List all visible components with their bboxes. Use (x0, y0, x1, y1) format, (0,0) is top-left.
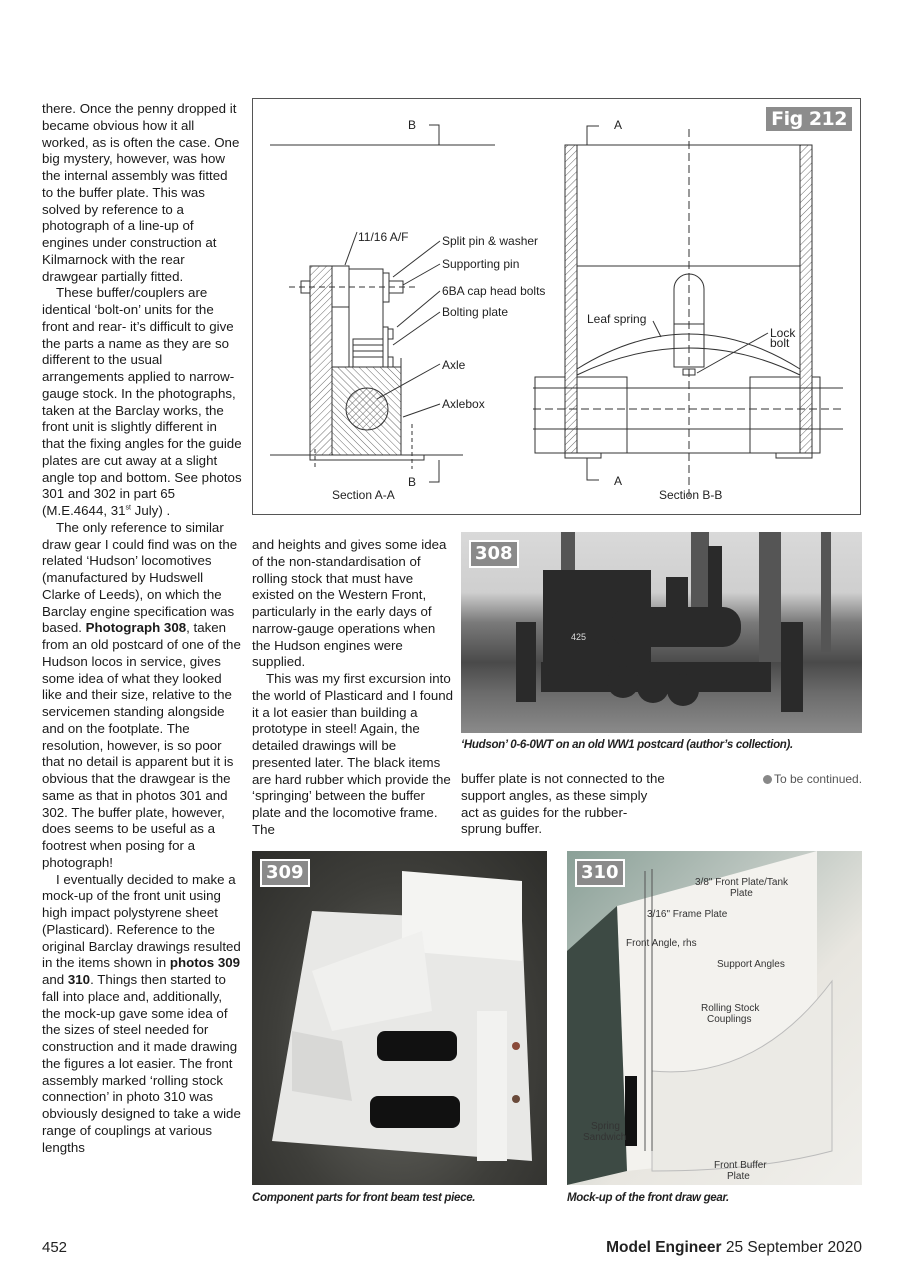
callout-leaf-spring: Leaf spring (587, 312, 647, 326)
photo-308-locomotive (461, 532, 862, 733)
callout-supporting-pin: Supporting pin (442, 257, 520, 271)
label-rolling-stock: Couplings (707, 1014, 752, 1025)
photo-number-badge: 309 (260, 859, 310, 887)
loco-number: 425 (571, 632, 587, 642)
magazine-title: Model Engineer (606, 1239, 722, 1256)
model-parts-illustration (252, 851, 547, 1185)
label-front-angle: Front Angle, rhs (626, 938, 697, 949)
figure-label: Fig 212 (766, 107, 852, 131)
technical-drawing-fig-212 (252, 98, 861, 515)
callout-split-pin: Split pin & washer (442, 234, 539, 248)
callout-axlebox: Axlebox (442, 397, 485, 411)
paragraph: These buffer/couplers are identical ‘bolt-on’ units for the front and rear- it’s difficult to give the parts a name as they are so different to the usual arrangements applied to narrow-gauge stock. In the photographs, taken at the Barclay works, the front unit is slightly different in that the fixing angles for the guide plates are cut away at a slight angle top and bottom. See photos 301 and 302 in part 65 (M.E.4644, 31st July) . (42, 285, 242, 518)
callout-axle: Axle (442, 358, 466, 372)
label-front-buffer: Front Buffer (714, 1160, 767, 1171)
bullet-icon (763, 775, 772, 784)
to-be-continued: To be continued. (763, 772, 862, 786)
photo-number-badge: 308 (469, 540, 519, 568)
label-frame-plate: 3/16" Frame Plate (647, 909, 728, 920)
issue-date: 25 September 2020 (721, 1239, 862, 1256)
paragraph: and heights and gives some idea of the non-standardisation of rolling stock that must have existed on the Western Front, particularly in the early days of narrow-gauge operations when the Hudson engines were supplied. (252, 537, 447, 670)
label-front-plate: 3/8" Front Plate/Tank (695, 877, 789, 888)
section-marker-b: B (408, 475, 417, 489)
photo-310-caption: Mock-up of the front draw gear. (567, 1192, 729, 1204)
paragraph: This was my first excursion into the world of Plasticard and I found it a lot easier than building a prototype in steel! Again, the detailed drawings will be presented later. The black items are hard rubber which provide the ‘springing’ between the buffer plate and the locomotive frame. The (252, 671, 454, 837)
article-column-3 (461, 771, 666, 838)
label-spring-sandwich: Spring (591, 1121, 620, 1132)
section-aa-label: Section A-A (332, 488, 395, 502)
section-bb-label: Section B-B (659, 488, 723, 502)
label-support-angles: Support Angles (717, 959, 785, 970)
paragraph: there. Once the penny dropped it became obvious how it all worked, as is often the case. One big mystery, however, was how the internal assembly was fitted to the buffer plate. This was solved by reference to a photograph of a line-up of engines under construction at Kilmarnock with the rear drawgear partially fitted. (42, 101, 240, 284)
label-rolling-stock: Rolling Stock (701, 1003, 760, 1014)
callout-lock-bolt: Lock (770, 326, 796, 340)
section-marker-a: A (614, 118, 623, 132)
photo-310-mockup (567, 851, 862, 1185)
article-column-1 (42, 101, 242, 1156)
label-front-buffer: Plate (727, 1171, 750, 1182)
label-front-plate: Plate (730, 888, 753, 899)
callout-lock-bolt: bolt (770, 336, 790, 350)
paragraph: buffer plate is not connected to the support angles, as these simply act as guides for the rubber-sprung buffer. (461, 771, 665, 837)
photo-309-caption: Component parts for front beam test piece. (252, 1192, 476, 1204)
callout-af: 11/16 A/F (358, 230, 409, 244)
section-marker-b: B (408, 118, 417, 132)
photo-309-component-parts (252, 851, 547, 1185)
photo-number-badge: 310 (575, 859, 625, 887)
locomotive-silhouette (461, 532, 862, 733)
paragraph: I eventually decided to make a mock-up of the front unit using high impact polystyrene sheet (Plasticard). Reference to the original Barclay drawings resulted in the items shown in photos 309 and 310. Things then started to fall into place and, additionally, the mock-up gave some idea of the sizes of steel needed for construction and it made drawing the figures a lot easier. The front assembly marked ‘rolling stock connection’ in photo 310 was obviously designed to take a wide range of couplings at various lengths (42, 871, 241, 1155)
article-column-2 (252, 537, 457, 839)
callout-bolting-plate: Bolting plate (442, 305, 509, 319)
drawing-canvas (253, 99, 862, 516)
label-spring-sandwich: Sandwich (583, 1132, 627, 1143)
callout-cap-bolts: 6BA cap head bolts (442, 284, 546, 298)
paragraph: The only reference to similar draw gear I could find was on the related ‘Hudson’ locomotives (manufactured by Hudswell Clarke of Leeds), on which the Barclay engine specification was based. Photograph 308, taken from an old postcard of one of the Hudson locos in service, gives some idea of what they looked like and their size, relative to the servicemen standing alongside and on the footplate. The resolution, however, is so poor that no detail is apparent but it is obvious that the drawgear is the same as that in photos 301 and 302. The buffer plate, however, does seems to be useful as a footrest when posing for a photograph! (42, 519, 241, 870)
photo-308-caption: ‘Hudson’ 0-6-0WT on an old WW1 postcard (author’s collection). (461, 739, 793, 751)
section-marker-a: A (614, 474, 623, 488)
page-number: 452 (42, 1239, 68, 1256)
publication-info (606, 1239, 862, 1257)
